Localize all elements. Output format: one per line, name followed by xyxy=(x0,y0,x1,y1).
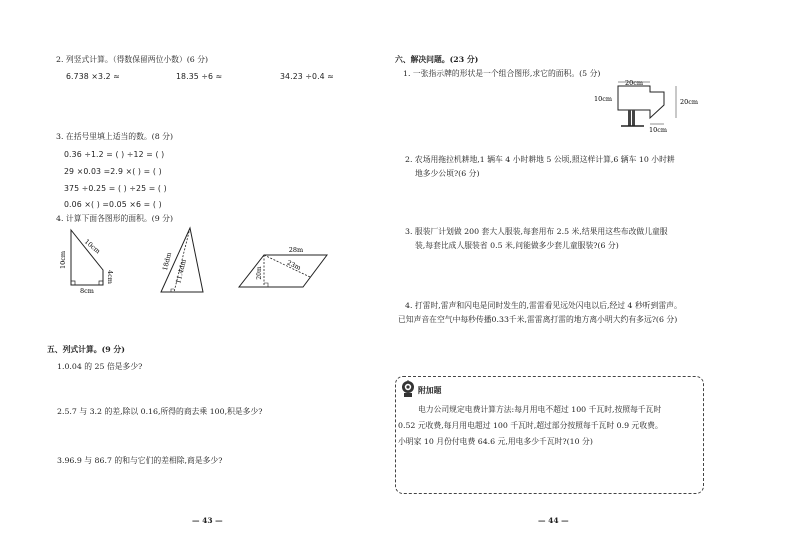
page-number-right: — 44 — xyxy=(538,516,569,525)
triangle-figure xyxy=(158,224,208,296)
extra-title: 附加题 xyxy=(418,386,442,395)
s6-q1: 1. 一张指示牌的形状是一个组合图形,求它的面积。(5 分) xyxy=(403,69,601,78)
section-6-title: 六、解决问题。(23 分) xyxy=(395,55,479,64)
q3-line-3: 375 ÷0.25 = ( ) ÷25 = ( ) xyxy=(64,184,167,193)
s5-item-1: 1.0.04 的 25 倍是多少? xyxy=(57,362,143,371)
trap-label-base: 8cm xyxy=(80,287,94,295)
trap-label-slant: 10cm xyxy=(82,237,102,256)
s6-q4-line-2: 已知声音在空气中每秒传播0.33千米,雷雷离打雷的地方离小明大约有多远?(6 分) xyxy=(398,315,678,324)
triangle-label-18dm: 18dm xyxy=(160,251,174,272)
trap-label-right: 4cm xyxy=(106,270,114,284)
triangle-label-11-4dm: 11.4dm xyxy=(174,258,188,285)
q3-title: 3. 在括号里填上适当的数。(8 分) xyxy=(56,132,174,141)
sign-board-figure xyxy=(588,78,700,134)
s5-item-3: 3.96.9 与 86.7 的和与它们的差相除,商是多少? xyxy=(57,456,223,465)
s6-q3-line-1: 3. 服装厂计划做 200 套大人服装,每套用布 2.5 米,结果用这些布改做儿童服 xyxy=(405,227,668,236)
q2-title: 2. 列竖式计算。（得数保留两位小数）(6 分) xyxy=(56,55,209,64)
extra-line-2: 0.52 元收费,每月用电超过 100 千瓦时,超过部分按照每千瓦时 0.9 元收费。 xyxy=(398,421,663,430)
parallelogram-figure xyxy=(234,240,334,292)
s6-q4-line-1: 4. 打雷时,雷声和闪电是同时发生的,雷雷看见远处闪电以后,经过 4 秒听到雷声。 xyxy=(405,301,682,310)
page-number-left: — 43 — xyxy=(192,516,223,525)
q4-title: 4. 计算下面各图形的面积。(9 分) xyxy=(56,214,174,223)
extra-line-1: 电力公司规定电费计算方法:每月用电不超过 100 千瓦时,按照每千瓦时 xyxy=(418,405,662,414)
extra-line-3: 小明家 10 月份付电费 64.6 元,用电多少千瓦时?(10 分) xyxy=(398,437,593,446)
robot-mascot-icon xyxy=(400,380,416,398)
para-label-23m: 23m xyxy=(285,258,303,272)
q3-line-2: 29 ×0.03 =2.9 ×( ) = ( ) xyxy=(64,167,162,176)
section-5-title: 五、列式计算。(9 分) xyxy=(47,345,125,354)
trapezoid-figure xyxy=(59,224,114,296)
s5-item-2: 2.5.7 与 3.2 的差,除以 0.16,所得的商去乘 100,积是多少? xyxy=(57,407,263,416)
sign-label-left: 10cm xyxy=(593,95,613,103)
trap-label-height: 10cm xyxy=(59,250,67,270)
q2-item-1: 6.738 ×3.2 ≈ xyxy=(66,72,120,81)
sign-label-top: 20cm xyxy=(624,79,644,87)
para-label-20m: 20m xyxy=(256,266,263,280)
sign-label-bottom: 10cm xyxy=(648,126,668,134)
q2-item-3: 34.23 ÷0.4 ≈ xyxy=(280,72,334,81)
q3-line-1: 0.36 ÷1.2 = ( ) ÷12 = ( ) xyxy=(64,150,165,159)
s6-q2-line-1: 2. 农场用拖拉机耕地,1 辆车 4 小时耕地 5 公顷,照这样计算,6 辆车 10 小时耕 xyxy=(405,155,675,164)
sign-label-right: 20cm xyxy=(679,98,699,106)
q2-item-2: 18.35 ÷6 ≈ xyxy=(176,72,223,81)
q3-line-4: 0.06 ×( ) =0.05 ×6 = ( ) xyxy=(64,200,162,209)
s6-q3-line-2: 装,每套比成人服装省 0.5 米,问能做多少套儿童服装?(6 分) xyxy=(415,241,619,250)
s6-q2-line-2: 地多少公顷?(6 分) xyxy=(415,169,480,178)
para-label-28m: 28m xyxy=(288,246,304,254)
